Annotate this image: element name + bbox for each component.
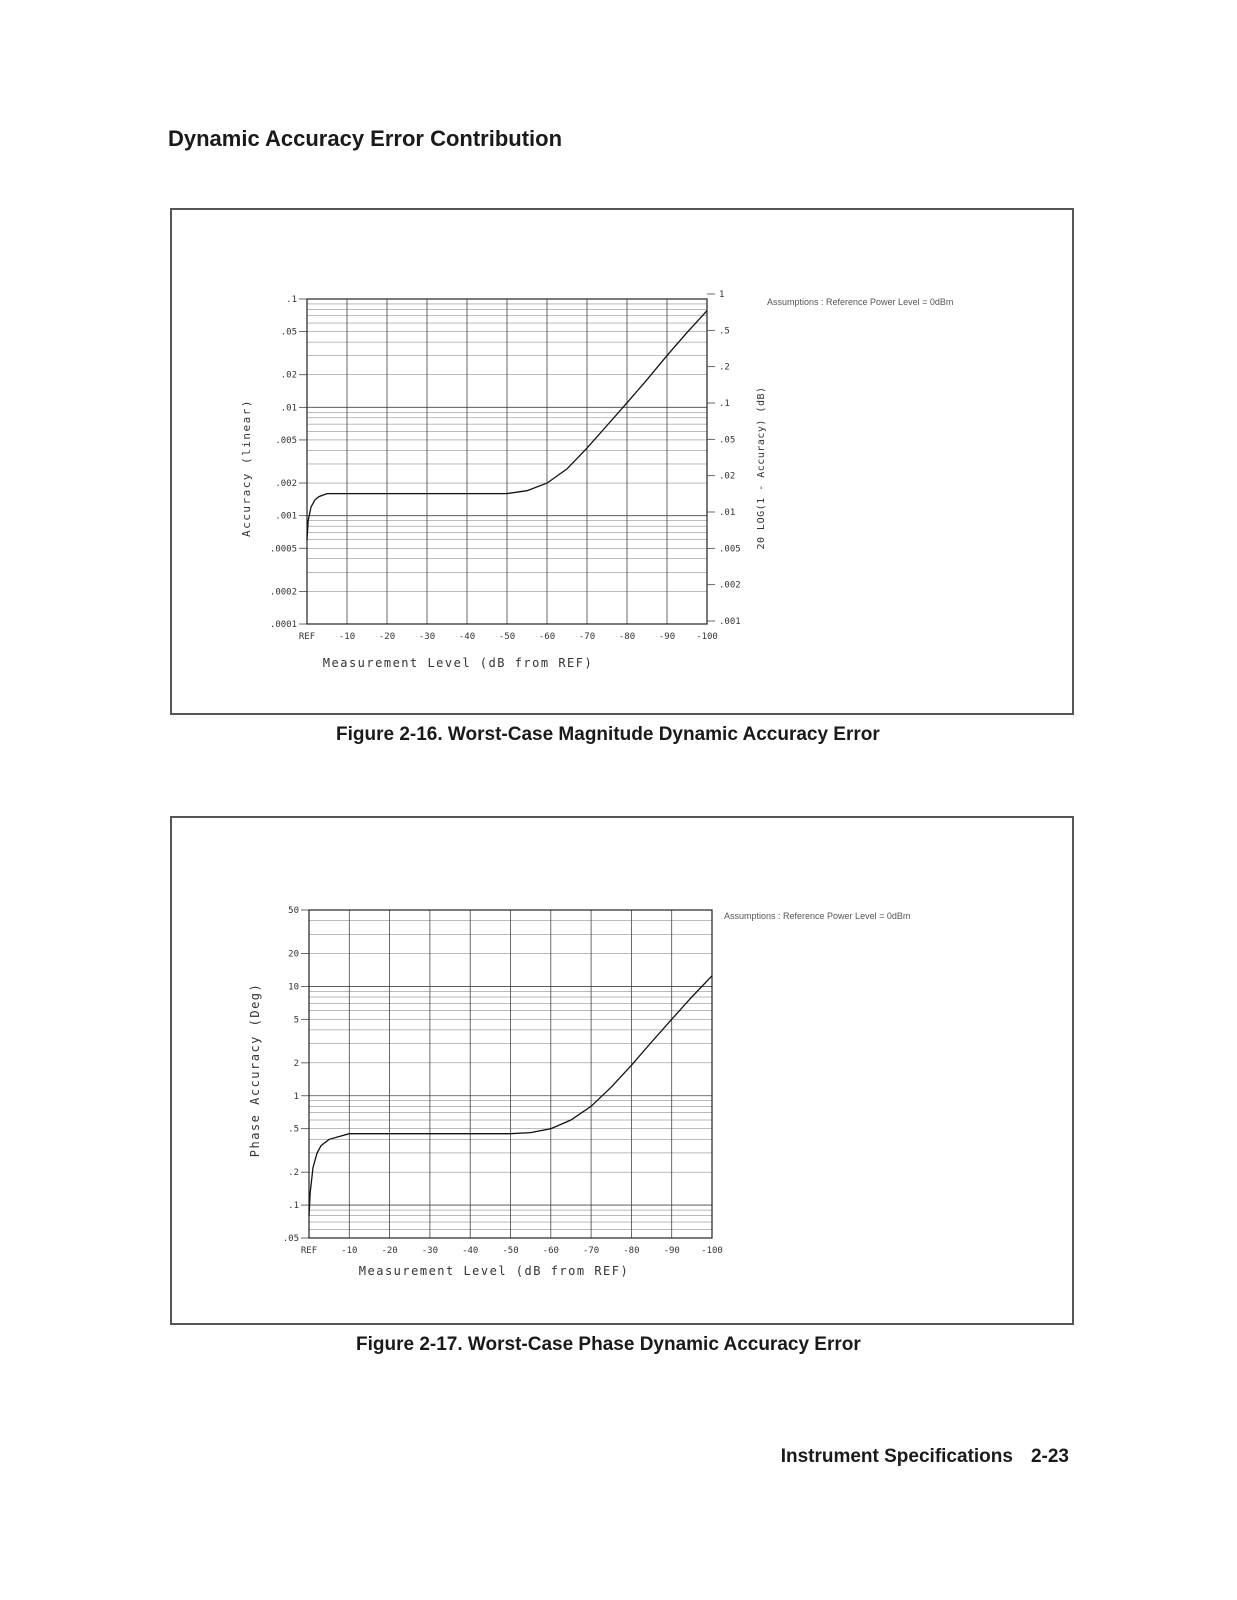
page-heading: Dynamic Accuracy Error Contribution	[168, 126, 563, 151]
x-tick-label: -100	[696, 632, 718, 642]
y-tick-label: .1	[288, 1201, 299, 1212]
y-tick-label: .05	[280, 327, 297, 338]
phase-x-axis-label: Measurement Level (dB from REF)	[358, 1264, 630, 1278]
x-tick-label: REF	[300, 1246, 318, 1256]
phase-grid	[301, 910, 712, 1238]
footer-page-number: 2-23	[1030, 1446, 1069, 1467]
y-tick-label: .01	[280, 403, 297, 414]
phase-y-tick-labels	[283, 906, 299, 1244]
y-tick-label: .02	[280, 370, 297, 381]
figure-2-17-caption: Figure 2-17. Worst-Case Phase Dynamic Accuracy Error	[356, 1334, 861, 1355]
phase-assumptions: Assumptions : Reference Power Level = 0dBm	[724, 911, 911, 921]
x-tick-label: -20	[378, 632, 396, 642]
x-tick-label: -100	[701, 1246, 723, 1256]
phase-y-axis-label: Phase Accuracy (Deg)	[248, 982, 262, 1158]
x-tick-label: -30	[421, 1246, 439, 1256]
y-tick-label: .0002	[269, 587, 297, 598]
y2-tick-label: 1	[719, 290, 725, 300]
x-tick-label: -30	[418, 632, 436, 642]
x-tick-label: -90	[663, 1246, 680, 1256]
x-tick-label: -50	[502, 1246, 519, 1256]
magnitude-y-axis-label: Accuracy (linear)	[240, 398, 253, 538]
y-tick-label: 10	[288, 982, 299, 993]
magnitude-y2-tick-labels	[707, 290, 741, 627]
y-tick-label: 2	[293, 1058, 299, 1069]
x-tick-label: -80	[618, 632, 636, 642]
magnitude-y2-axis-label: 20 LOG(1 - Accuracy) (dB)	[756, 386, 767, 550]
y-tick-label: 20	[288, 949, 299, 960]
magnitude-x-axis-label: Measurement Level (dB from REF)	[322, 656, 594, 670]
x-tick-label: -70	[582, 1246, 600, 1256]
x-tick-label: -50	[498, 632, 516, 642]
figure-2-17-box	[170, 816, 1074, 1325]
y-tick-label: 50	[288, 906, 299, 916]
y2-tick-label: .01	[719, 508, 736, 518]
x-tick-label: -20	[381, 1246, 398, 1256]
y-tick-label: 5	[293, 1015, 299, 1026]
y2-tick-label: .02	[719, 471, 736, 482]
x-tick-label: -60	[542, 1246, 559, 1256]
y2-tick-label: .5	[719, 326, 730, 337]
y-tick-label: .0005	[269, 544, 297, 555]
x-tick-label: -10	[341, 1246, 358, 1256]
y2-tick-label: .05	[719, 435, 736, 446]
magnitude-grid	[299, 299, 707, 624]
x-tick-label: -10	[338, 632, 356, 642]
figure-2-16-caption: Figure 2-16. Worst-Case Magnitude Dynamic Accuracy Error	[336, 724, 880, 745]
y-tick-label: .05	[282, 1234, 299, 1244]
phase-chart	[172, 818, 1072, 1323]
y2-tick-label: .1	[719, 399, 730, 409]
y-tick-label: .0001	[269, 620, 297, 630]
y-tick-label: .1	[286, 295, 297, 305]
x-tick-label: -80	[623, 1246, 640, 1256]
y2-tick-label: .2	[719, 362, 730, 373]
x-tick-label: -40	[462, 1246, 479, 1256]
phase-x-tick-labels	[301, 1246, 723, 1256]
y-tick-label: .5	[288, 1124, 299, 1135]
y-tick-label: .2	[288, 1168, 299, 1179]
y2-tick-label: .001	[719, 617, 741, 627]
y2-tick-label: .002	[719, 580, 741, 591]
y-tick-label: 1	[293, 1091, 299, 1102]
y2-tick-label: .005	[719, 544, 741, 555]
y-tick-label: .001	[275, 511, 297, 522]
magnitude-chart	[172, 210, 1072, 713]
magnitude-assumptions: Assumptions : Reference Power Level = 0dBm	[767, 297, 954, 307]
figure-2-16-box	[170, 208, 1074, 715]
magnitude-x-tick-labels	[299, 632, 718, 642]
magnitude-y-tick-labels	[270, 295, 297, 630]
x-tick-label: -40	[458, 632, 476, 642]
x-tick-label: REF	[298, 632, 316, 642]
footer-section-title: Instrument Specifications	[780, 1446, 1013, 1467]
y-tick-label: .005	[275, 435, 297, 446]
x-tick-label: -90	[658, 632, 676, 642]
x-tick-label: -70	[578, 632, 596, 642]
page-footer	[781, 1446, 1069, 1468]
y-tick-label: .002	[275, 479, 297, 490]
x-tick-label: -60	[538, 632, 556, 642]
